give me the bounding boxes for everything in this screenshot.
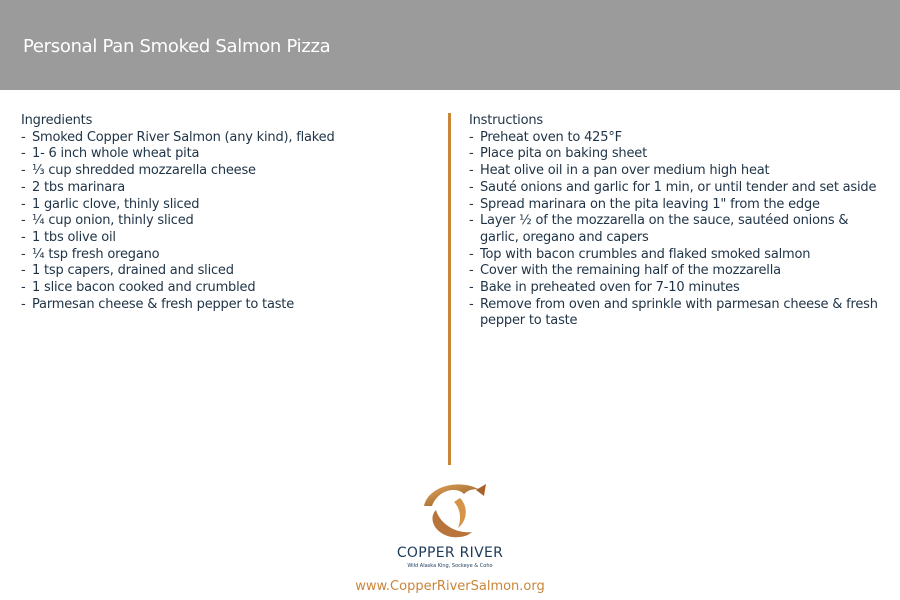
ingredient-item-text: 1 tbs olive oil [32, 229, 116, 245]
instruction-step-text: Layer ½ of the mozzarella on the sauce, sautéed onions & garlic, oregano and capers [480, 213, 849, 245]
list-bullet: - [469, 213, 474, 229]
ingredient-item-text: ⅓ cup shredded mozzarella cheese [32, 163, 256, 179]
ingredient-item [21, 197, 421, 214]
instruction-step [469, 197, 879, 214]
ingredients-section [21, 113, 421, 313]
list-bullet: - [469, 129, 474, 145]
instruction-step [469, 263, 879, 280]
list-bullet: - [469, 146, 474, 162]
website-link[interactable]: www.CopperRiverSalmon.org [355, 579, 545, 594]
list-bullet: - [21, 146, 26, 162]
salmon-logo-icon [410, 476, 490, 544]
ingredient-item [21, 263, 421, 280]
page-title: Personal Pan Smoked Salmon Pizza [23, 36, 331, 57]
instruction-step [469, 180, 879, 197]
ingredient-item [21, 130, 421, 147]
ingredient-item [21, 247, 421, 264]
instruction-step-text: Preheat oven to 425°F [480, 129, 622, 145]
list-bullet: - [21, 163, 26, 179]
list-bullet: - [469, 196, 474, 212]
ingredients-heading: Ingredients [21, 113, 93, 128]
instruction-step-text: Cover with the remaining half of the mozzarella [480, 263, 781, 279]
list-bullet: - [21, 229, 26, 245]
instruction-step [469, 213, 879, 246]
ingredient-item [21, 230, 421, 247]
ingredient-item [21, 280, 421, 297]
ingredient-item-text: 1- 6 inch whole wheat pita [32, 146, 200, 162]
list-bullet: - [469, 179, 474, 195]
brand-tagline: Wild Alaska King, Sockeye & Coho [407, 563, 493, 569]
list-bullet: - [469, 263, 474, 279]
list-bullet: - [469, 163, 474, 179]
instruction-step-text: Sauté onions and garlic for 1 min, or until tender and set aside [480, 179, 877, 195]
instruction-step [469, 297, 879, 330]
instructions-list [469, 130, 879, 330]
ingredient-item-text: 1 tsp capers, drained and sliced [32, 263, 234, 279]
instruction-step [469, 280, 879, 297]
list-bullet: - [469, 296, 474, 312]
ingredient-item [21, 146, 421, 163]
list-bullet: - [21, 129, 26, 145]
instruction-step-text: Top with bacon crumbles and flaked smoked salmon [480, 246, 811, 262]
instruction-step-text: Spread marinara on the pita leaving 1" from the edge [480, 196, 820, 212]
instruction-step-text: Place pita on baking sheet [480, 146, 647, 162]
ingredient-item-text: Smoked Copper River Salmon (any kind), flaked [32, 129, 335, 145]
instructions-heading: Instructions [469, 113, 543, 128]
column-divider [448, 113, 451, 465]
ingredient-item-text: Parmesan cheese & fresh pepper to taste [32, 296, 294, 312]
list-bullet: - [21, 213, 26, 229]
ingredient-item [21, 180, 421, 197]
ingredient-item [21, 163, 421, 180]
instructions-section [469, 113, 879, 330]
list-bullet: - [21, 196, 26, 212]
list-bullet: - [21, 296, 26, 312]
ingredient-item [21, 213, 421, 230]
ingredient-item-text: 1 garlic clove, thinly sliced [32, 196, 200, 212]
list-bullet: - [21, 246, 26, 262]
list-bullet: - [21, 263, 26, 279]
list-bullet: - [469, 280, 474, 296]
instruction-step [469, 247, 879, 264]
instruction-step [469, 146, 879, 163]
instruction-step-text: Remove from oven and sprinkle with parmesan cheese & fresh pepper to taste [480, 296, 878, 329]
list-bullet: - [21, 280, 26, 296]
list-bullet: - [21, 179, 26, 195]
instruction-step [469, 163, 879, 180]
instruction-step [469, 130, 879, 147]
instruction-step-text: Bake in preheated oven for 7-10 minutes [480, 280, 740, 296]
ingredient-item-text: ¼ tsp fresh oregano [32, 246, 160, 262]
instruction-step-text: Heat olive oil in a pan over medium high heat [480, 163, 770, 179]
header-bar [0, 0, 900, 90]
ingredient-item-text: ¼ cup onion, thinly sliced [32, 213, 194, 229]
ingredient-item-text: 2 tbs marinara [32, 179, 125, 195]
ingredient-item-text: 1 slice bacon cooked and crumbled [32, 280, 256, 296]
list-bullet: - [469, 246, 474, 262]
brand-name: COPPER RIVER [396, 545, 504, 561]
ingredients-list [21, 130, 421, 314]
ingredient-item [21, 297, 421, 314]
